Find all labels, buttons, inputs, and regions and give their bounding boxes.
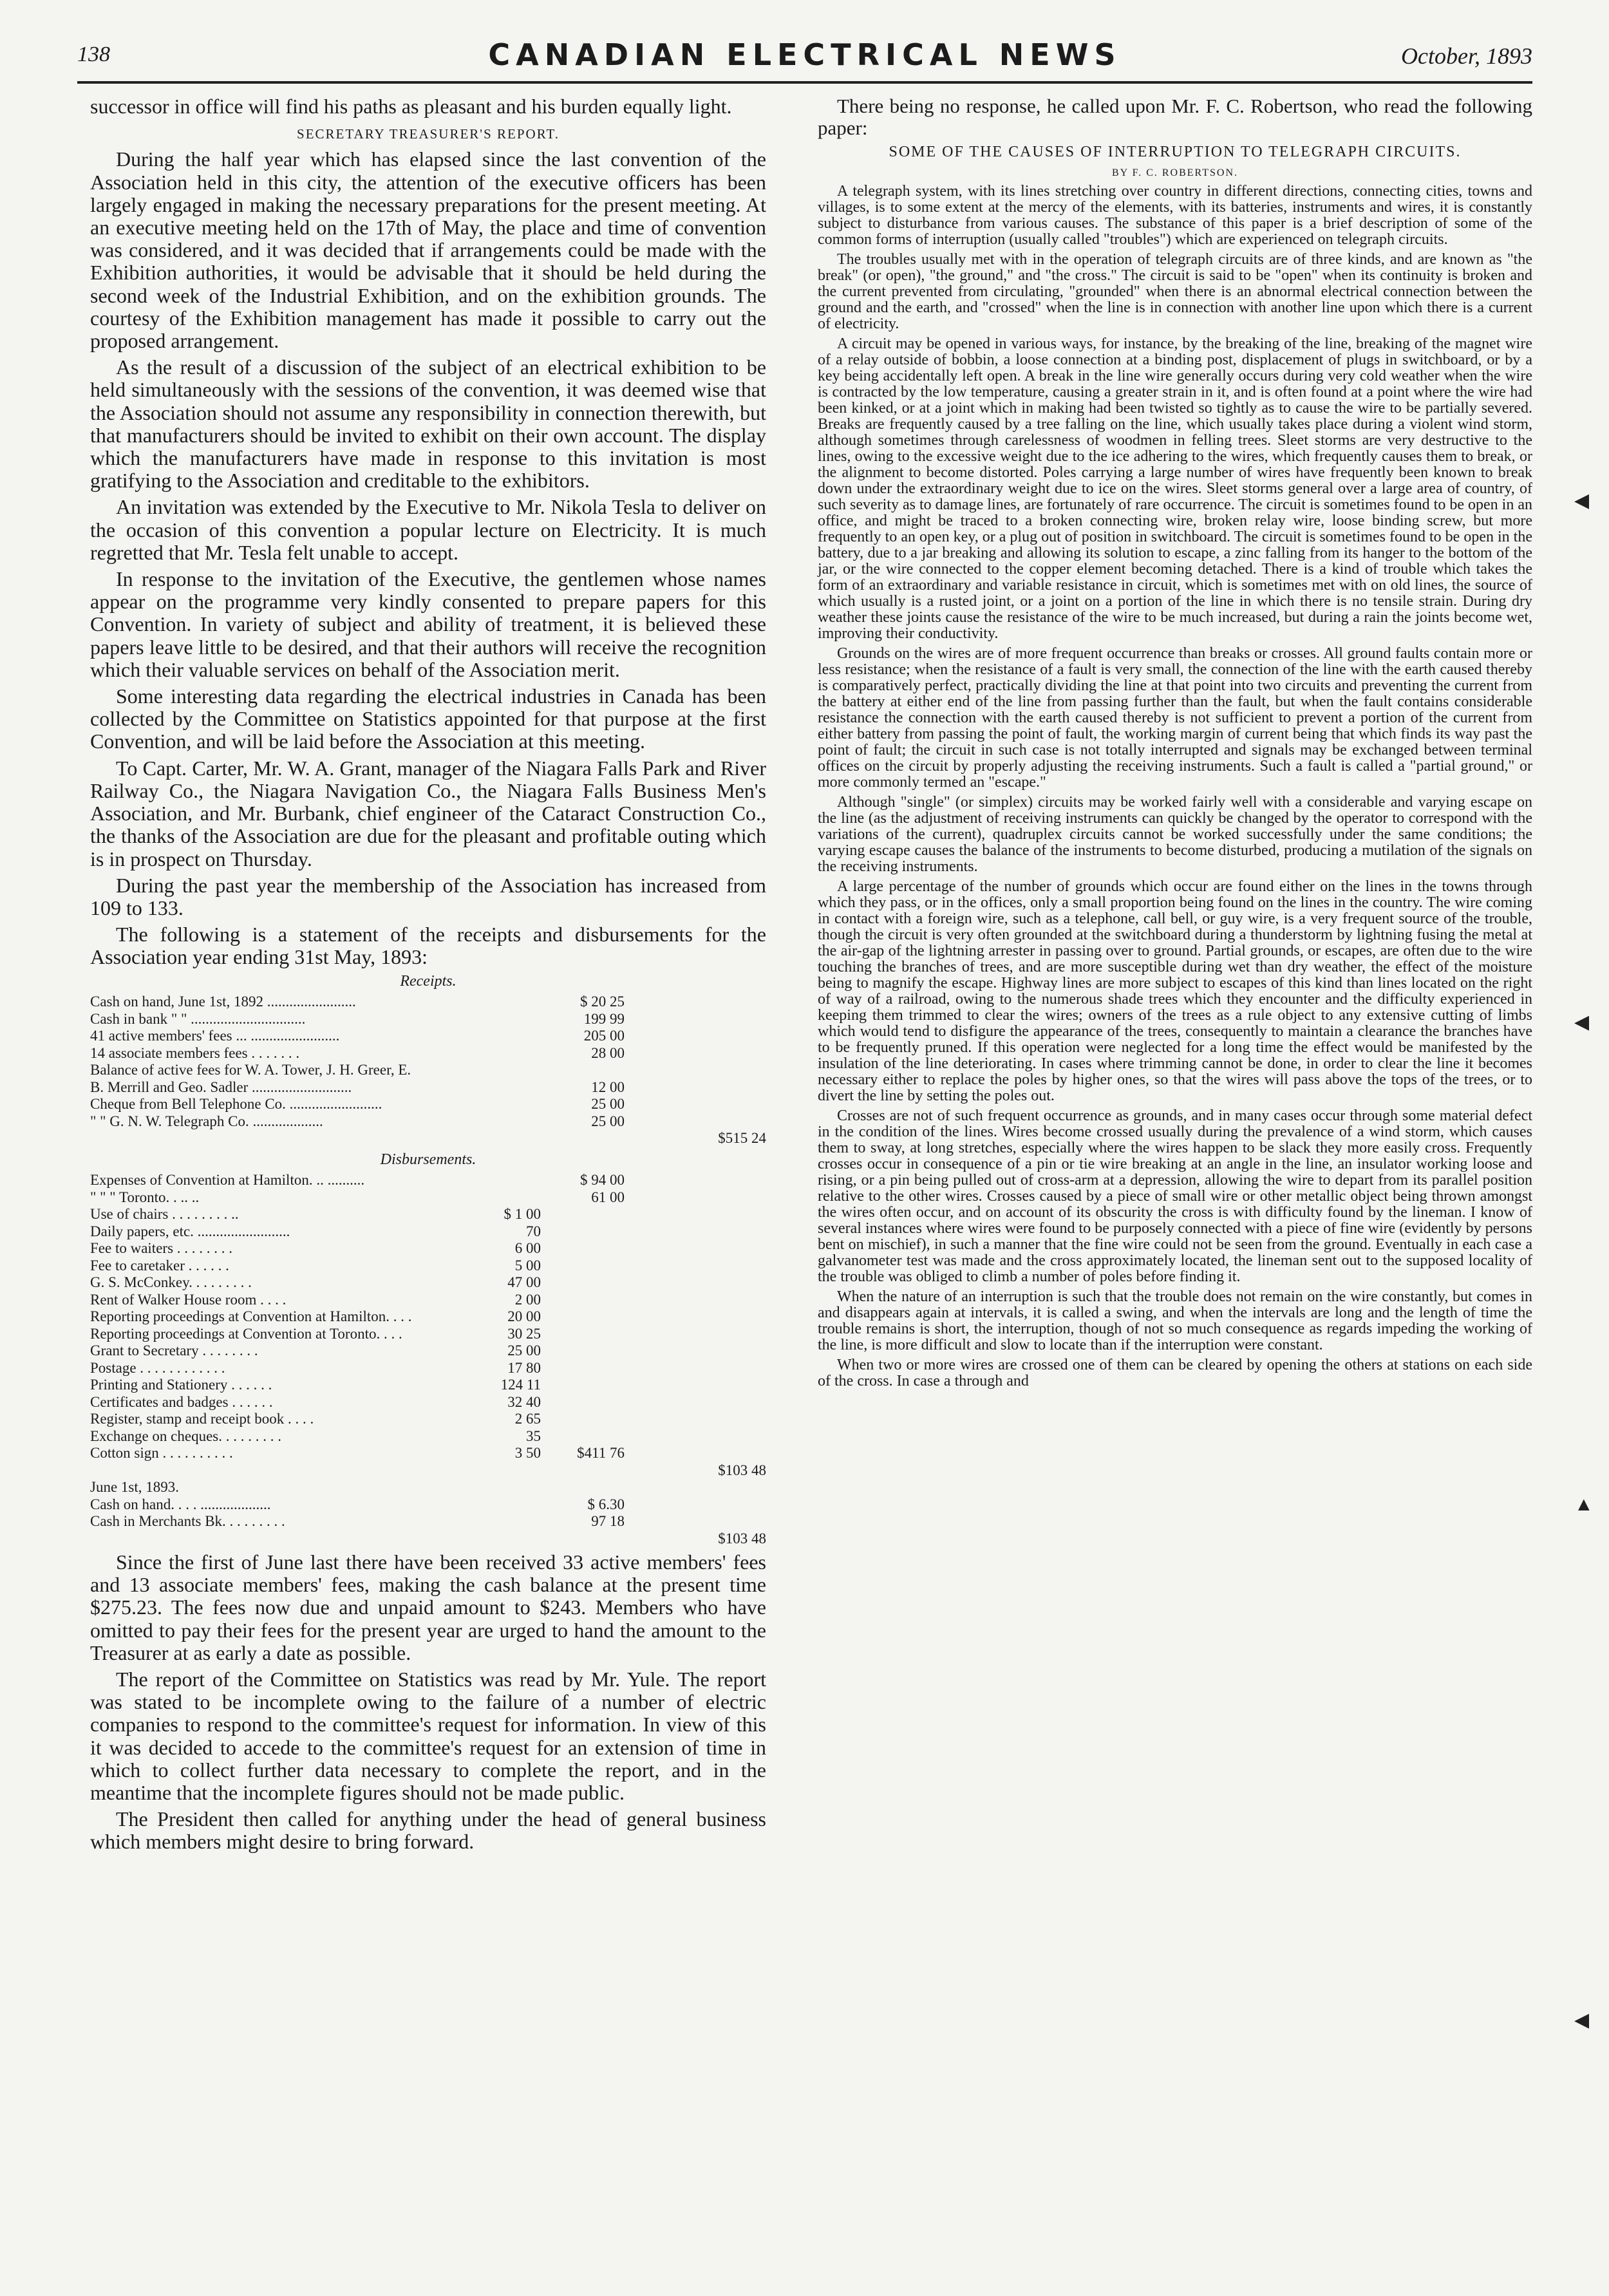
disbursement-item-amount: 25 00 xyxy=(507,1342,541,1359)
disbursement-row xyxy=(90,1342,766,1360)
paragraph: A circuit may be opened in various ways, for instance, by the breaking of the line, breaking of the magnet wire of a relay outside of bobbin, a loose connection at a binding post, displacement of plugs in switchboard, or by a key being accidentally left open. A break in the line wire generally occurs during very cold weather when the wire is contracted by the low temperature, causing a greater strain in it, and is often found at a point where the wire had been kinked, or at a joint which in making had been twisted so tightly as to cause the wire to be partially severed. Breaks are frequently caused by a tree falling on the line, which usually takes place during a violent wind storm, although sometimes through carelessness of woodmen in felling trees. Sleet storms are very destructive to the lines, owing to the excessive weight due to the ice adhering to the wires, which frequently causes them to break, or the alignment to become distorted. Poles carrying a large number of wires have frequently been known to break down under the extraordinary weight due to ice on the wires. Sleet storms general over a large area of country, of such severity as to damage lines, are fortunately of rare occurrence. The circuit is sometimes found to be open in an office, and might be traced to a broken connecting wire, broken relay wire, loose binding screw, but more frequently to an open key, or a plug out of position in switchboard. The circuit is sometimes found to be open in the battery, due to a jar breaking and allowing its solution to escape, a zinc falling from its hanger to the bottom of the jar, or the wire connected to the copper element becoming detached. There is a kind of trouble which takes the form of an extraordinary and variable resistance in circuit, which is sometimes met with on old lines, the source of which usually is a rusted joint, or a joint on a portion of the line in which there is no tensile strain. During dry weather these joints cause the resistance of the wire to be much increased, but during a rain the joints become wet, improving their conductivity. xyxy=(818,335,1532,642)
paragraph: The President then called for anything under the head of general business which members might desire to bring forward. xyxy=(90,1807,766,1854)
disbursement-item-amount: 30 25 xyxy=(507,1325,541,1342)
disbursement-row xyxy=(90,1308,766,1326)
paragraph: A large percentage of the number of grounds which occur are found either on the lines in the towns through which they pass, or in the offices, only a small proportion being found on the lines in the country. The wire coming in contact with a foreign wire, such as a telephone, call bell, or guy wire, is a very frequent source of the trouble, though the circuit is very often grounded at the switchboard during a thunderstorm by lightning fusing the metal at the air-gap of the lightning arrester in passing over to ground. Partial grounds, or escapes, are often due to the wire touching the branches of trees, and are more susceptible during wet than dry weather, the effect of the moisture being to magnify the escape. Highway lines are more subject to escapes of this kind than lines located on the right of way of a railroad, owing to the numerous shade trees which they encounter and the difficulty experienced in keeping them trimmed to clear the wires; owners of the trees as a rule object to any extensive cutting of limbs which would tend to disfigure the appearance of the trees, consequently to maintain a clearance the branches have to be frequently pruned. If this operation were neglected for a long time the effect would be manifested by the insulation of the line deteriorating. In cases where trimming cannot be done, in order to clear the line it becomes necessary either to replace the poles by higher ones, so that the wires will pass above the tops of the trees, or to divert the line by setting the poles out. xyxy=(818,878,1532,1104)
paragraph: The report of the Committee on Statistics was read by Mr. Yule. The report was stated to be incomplete owing to the failure of a number of electric companies to respond to the committee's request for information. In view of this it was decided to accede to the committee's request for an extension of time in which to collect further data necessary to complete the report, and in the meantime that the incomplete figures should not be made public. xyxy=(90,1668,766,1805)
disbursement-label: Postage . . . . . . . . . . . . xyxy=(90,1359,225,1376)
receipt-label: Cheque from Bell Telephone Co. ......................... xyxy=(90,1096,382,1113)
paragraph: Since the first of June last there have been received 33 active members' fees and 13 associate members' fees, making the cash balance at the present time $275.23. The fees now due and unpaid amount to $243. Members who have omitted to pay their fees for the present year are urged to hand the amount to the Treasurer at as early a date as possible. xyxy=(90,1550,766,1664)
june-row xyxy=(90,1513,766,1530)
margin-arrow-icon: ▲ xyxy=(1574,1494,1594,1515)
june-amount: $ 6.30 xyxy=(587,1496,625,1512)
receipt-label: 14 associate members fees . . . . . . . xyxy=(90,1044,300,1061)
paragraph: Crosses are not of such frequent occurrence as grounds, and in many cases occur through some material defect in the condition of the lines. Wires become crossed usually during the prevalence of a wind storm, which causes them to sway, at long stretches, especially where the wires happen to be slack they more easily cross. Frequently crosses occur in consequence of a pin or tie wire breaking at an angle in the line, an insulator working loose and rising, or a pin being pulled out of cross-arm at a depression, allowing the wire to depart from its parallel position relative to the other wires. Crosses caused by a piece of small wire or other metallic object being thrown amongst the wires often occur, and on account of its obscurity the cross is with difficulty found by the lineman. I know of several instances where wires were found to be purposely connected with a piece of fine wire (evidently by persons bent on mischief), in such a manner that the fine wire could not be seen from the ground. Eventually in each case a galvanometer test was made and the cross approximately located, the lineman sent out to the supposed locality of the trouble was obliged to climb a number of poles before finding it. xyxy=(818,1107,1532,1285)
receipt-amount: 199 99 xyxy=(583,1010,625,1027)
page-header xyxy=(77,37,1532,79)
disbursement-label: Register, stamp and receipt book . . . . xyxy=(90,1411,314,1427)
receipts-heading: Receipts. xyxy=(400,972,456,990)
june-amount: 97 18 xyxy=(591,1513,625,1530)
disbursement-item-amount: 32 40 xyxy=(507,1393,541,1410)
disbursement-row xyxy=(90,1428,766,1445)
disbursements-list xyxy=(90,1172,766,1462)
paragraph: Some interesting data regarding the electrical industries in Canada has been collected by the Committee on Statistics appointed for that purpose at the first Convention, and will be laid before the Association at this meeting. xyxy=(90,684,766,753)
lead-paragraph: There being no response, he called upon Mr. F. C. Robertson, who read the following paper: xyxy=(818,95,1532,139)
disbursement-item-amount: 2 65 xyxy=(514,1411,541,1427)
receipt-amount: 25 00 xyxy=(591,1113,625,1129)
article-title: SOME OF THE CAUSES OF INTERRUPTION TO TELEGRAPH CIRCUITS. xyxy=(889,144,1462,160)
receipt-row xyxy=(90,1062,766,1079)
disbursement-row xyxy=(90,1360,766,1377)
disbursement-label: Fee to waiters . . . . . . . . xyxy=(90,1240,233,1257)
disbursement-amount: 61 00 xyxy=(591,1189,625,1205)
receipt-row xyxy=(90,1096,766,1113)
june-heading-row xyxy=(90,1479,766,1496)
disbursement-item-amount: 35 xyxy=(526,1427,541,1444)
disbursement-row xyxy=(90,1189,766,1207)
receipt-label: Balance of active fees for W. A. Tower, J. H. Greer, E. xyxy=(90,1062,411,1078)
disbursement-item-amount: 17 80 xyxy=(507,1359,541,1376)
disbursement-label: Certificates and badges . . . . . . xyxy=(90,1393,273,1410)
receipt-row xyxy=(90,1011,766,1028)
disbursement-item-amount: $ 1 00 xyxy=(503,1206,541,1223)
paragraph: In response to the invitation of the Executive, the gentlemen whose names appear on the programme very kindly consented to prepare papers for this Convention. In variety of subject and ability of treatment, it is believed these papers leave little to be desired, and that their authors will receive the recognition which their valuable services on behalf of the Association merit. xyxy=(90,567,766,681)
header-rule xyxy=(77,81,1532,84)
receipts-total: $515 24 xyxy=(718,1130,766,1147)
receipt-amount: 25 00 xyxy=(591,1096,625,1113)
receipt-amount: 12 00 xyxy=(591,1078,625,1095)
disbursement-label: Rent of Walker House room . . . . xyxy=(90,1291,287,1308)
disbursement-label: Reporting proceedings at Convention at Toronto. . . . xyxy=(90,1325,402,1342)
disbursement-label: Fee to caretaker . . . . . . xyxy=(90,1257,229,1274)
disbursement-item-amount: 3 50 xyxy=(514,1445,541,1462)
disbursement-item-amount: 2 00 xyxy=(514,1291,541,1308)
receipt-row xyxy=(90,1045,766,1062)
paragraph: The following is a statement of the receipts and disbursements for the Association year ending 31st May, 1893: xyxy=(90,923,766,969)
receipts-total-row xyxy=(90,1130,766,1147)
june-label: Cash in Merchants Bk. . . . . . . . . xyxy=(90,1513,285,1530)
paragraph: During the half year which has elapsed since the last convention of the Association held in this city, the attention of the executive officers has been largely engaged in making the necessary preparations for the present meeting. At an executive meeting held on the 17th of May, the place and time of convention was considered, and it was decided that if arrangements could be made with the Exhibition authorities, it would be advisable that it should be held during the second week of the Industrial Exhibition, and on the exhibition grounds. The courtesy of the Exhibition management has made it possible to carry out the proposed arrangement. xyxy=(90,147,766,353)
disbursements-heading: Disbursements. xyxy=(380,1151,476,1168)
margin-arrow-icon: ◀ xyxy=(1574,2009,1590,2031)
disbursement-label: Expenses of Convention at Hamilton. .. .......... xyxy=(90,1172,365,1189)
margin-arrow-icon: ◀ xyxy=(1574,490,1590,511)
paragraph: During the past year the membership of the Association has increased from 109 to 133. xyxy=(90,873,766,919)
disbursement-item-amount: 5 00 xyxy=(514,1257,541,1274)
paragraph: Although "single" (or simplex) circuits may be worked fairly well with a considerable and varying escape on the line (as the adjustment of receiving instruments can quickly be changed by the operator to correspond with the variations of the current), quadruplex circuits cannot be worked successfully under the same conditions; the varying escape causes the balance of the instruments to become disturbed, producing a mutilation of the signals on the receiving instruments. xyxy=(818,794,1532,875)
june-list xyxy=(90,1496,766,1530)
receipt-row xyxy=(90,1079,766,1096)
receipt-label: B. Merrill and Geo. Sadler ........................... xyxy=(90,1078,352,1095)
disbursement-row xyxy=(90,1172,766,1189)
disbursement-row xyxy=(90,1411,766,1428)
disbursement-row xyxy=(90,1206,766,1223)
disbursement-item-amount: 20 00 xyxy=(507,1308,541,1325)
paragraph: As the result of a discussion of the subject of an electrical exhibition to be held simultaneously with the sessions of the convention, it was deemed wise that the Association should not assume any responsibility in connection therewith, but that manufacturers should be invited to exhibit on their own account. The display which the manufacturers have made in response to this invitation is most gratifying to the Association and creditable to the exhibitors. xyxy=(90,355,766,493)
disbursement-label: Reporting proceedings at Convention at Hamilton. . . . xyxy=(90,1308,412,1325)
left-column xyxy=(90,95,766,1858)
intro-text: successor in office will find his paths as pleasant and his burden equally light. xyxy=(90,95,732,118)
receipt-label: " " G. N. W. Telegraph Co. ................... xyxy=(90,1113,323,1129)
receipt-row xyxy=(90,993,766,1011)
disbursement-row xyxy=(90,1445,766,1462)
receipts-list xyxy=(90,993,766,1130)
disbursement-label: Exchange on cheques. . . . . . . . . xyxy=(90,1427,282,1444)
paragraph: Grounds on the wires are of more frequent occurrence than breaks or crosses. All ground faults contain more or less resistance; when the resistance of a fault is very small, the connection of the line with the earth caused thereby is comparatively perfect, practically dividing the line at that point into two circuits and preventing the current from the battery at either end of the line from passing further than the fault, but when the fault contains considerable resistance the connection with the earth caused thereby is not sufficient to prevent a portion of the current from either battery from passing the point of fault, the working margin of current being that which finds its way past the point of fault; the circuit in such case is not totally interrupted and signals may be exchanged between terminal offices on the circuit by properly adjusting the receiving instruments. Such a fault is called a "partial ground," or more commonly termed an "escape." xyxy=(818,645,1532,791)
disbursement-amount: $411 76 xyxy=(577,1445,625,1462)
disbursement-row xyxy=(90,1240,766,1257)
disbursement-label: Grant to Secretary . . . . . . . . xyxy=(90,1342,258,1359)
paragraph: An invitation was extended by the Executive to Mr. Nikola Tesla to deliver on the occasion of this convention a popular lecture on Electricity. It is much regretted that Mr. Tesla felt unable to accept. xyxy=(90,495,766,564)
disbursement-item-amount: 124 11 xyxy=(500,1377,541,1393)
receipt-row xyxy=(90,1113,766,1131)
disbursement-label: Printing and Stationery . . . . . . xyxy=(90,1377,272,1393)
issue-date: October, 1893 xyxy=(1401,43,1532,69)
disbursement-row xyxy=(90,1223,766,1241)
june-row xyxy=(90,1496,766,1514)
receipt-label: Cash in bank " " ............................... xyxy=(90,1010,306,1027)
disbursement-label: Use of chairs . . . . . . . . .. xyxy=(90,1206,239,1223)
disbursement-item-amount: 70 xyxy=(526,1223,541,1239)
paragraph: To Capt. Carter, Mr. W. A. Grant, manager of the Niagara Falls Park and River Railway Co., the Niagara Navigation Co., the Niagara Falls Business Men's Association, and Mr. Burbank, chief engineer of the Cataract Construction Co., the thanks of the Association are due for the pleasant and profitable outing which is in prospect on Thursday. xyxy=(90,756,766,870)
disbursement-row xyxy=(90,1274,766,1292)
receipt-amount: 28 00 xyxy=(591,1044,625,1061)
receipt-label: Cash on hand, June 1st, 1892 ........................ xyxy=(90,993,356,1010)
receipt-amount: $ 20 25 xyxy=(580,993,625,1010)
masthead: CANADIAN ELECTRICAL NEWS xyxy=(488,37,1122,72)
article-byline: BY F. C. ROBERTSON. xyxy=(1111,167,1239,178)
paragraph: When two or more wires are crossed one of them can be cleared by opening the others at stations on each side of the cross. In case a through and xyxy=(818,1357,1532,1389)
june-heading: June 1st, 1893. xyxy=(90,1479,179,1496)
disbursement-item-amount: 6 00 xyxy=(514,1240,541,1257)
disbursement-label: G. S. McConkey. . . . . . . . . xyxy=(90,1274,252,1291)
disbursement-label: Cotton sign . . . . . . . . . . xyxy=(90,1445,233,1462)
paragraph: When the nature of an interruption is such that the trouble does not remain on the wire constantly, but comes in and disappears again at intervals, it is called a swing, and when the intervals are long and the length of time the trouble remains is short, the interruption, though of not so much consequence as regards impeding the working of the line, is more difficult and slow to locate than if the interruption were constant. xyxy=(818,1288,1532,1353)
paragraph: A telegraph system, with its lines stretching over country in different directions, connecting cities, towns and villages, is to some extent at the mercy of the elements, with its batteries, instruments and wires, it is constantly subject to disturbance from various causes. The substance of this paper is a brief description of some of the common forms of interruption (usually called "troubles") which are experienced on telegraph circuits. xyxy=(818,183,1532,248)
receipt-label: 41 active members' fees ... ........................ xyxy=(90,1028,340,1044)
page-number: 138 xyxy=(77,42,110,66)
june-total: $103 48 xyxy=(718,1530,766,1547)
accounts-statement xyxy=(90,973,766,1548)
balance-amount: $103 48 xyxy=(718,1462,766,1478)
paragraph: The troubles usually met with in the operation of telegraph circuits are of three kinds, and are known as "the break" (or open), "the ground," and "the cross." The circuit is said to be "open" when its continuity is broken and the current prevented from circulating, "grounded" when there is an abnormal electrical connection between the ground and the earth, and "crossed" when the line is in connection with another line upon which there is a current of electricity. xyxy=(818,251,1532,332)
june-total-row xyxy=(90,1530,766,1548)
disbursement-row xyxy=(90,1394,766,1411)
receipt-amount: 205 00 xyxy=(583,1028,625,1044)
disbursement-amount: $ 94 00 xyxy=(580,1172,625,1189)
disbursement-item-amount: 47 00 xyxy=(507,1274,541,1291)
receipt-row xyxy=(90,1028,766,1045)
june-label: Cash on hand. . . . ................... xyxy=(90,1496,271,1512)
disbursement-row xyxy=(90,1257,766,1275)
disbursement-label: " " " Toronto. . .. .. xyxy=(90,1189,200,1205)
section-title: SECRETARY TREASURER'S REPORT. xyxy=(297,126,560,142)
balance-row xyxy=(90,1462,766,1480)
margin-arrow-icon: ◀ xyxy=(1574,1012,1590,1033)
disbursement-label: Daily papers, etc. ......................... xyxy=(90,1223,290,1239)
disbursement-row xyxy=(90,1326,766,1343)
disbursement-row xyxy=(90,1292,766,1309)
right-column xyxy=(818,95,1532,1393)
disbursement-row xyxy=(90,1377,766,1394)
